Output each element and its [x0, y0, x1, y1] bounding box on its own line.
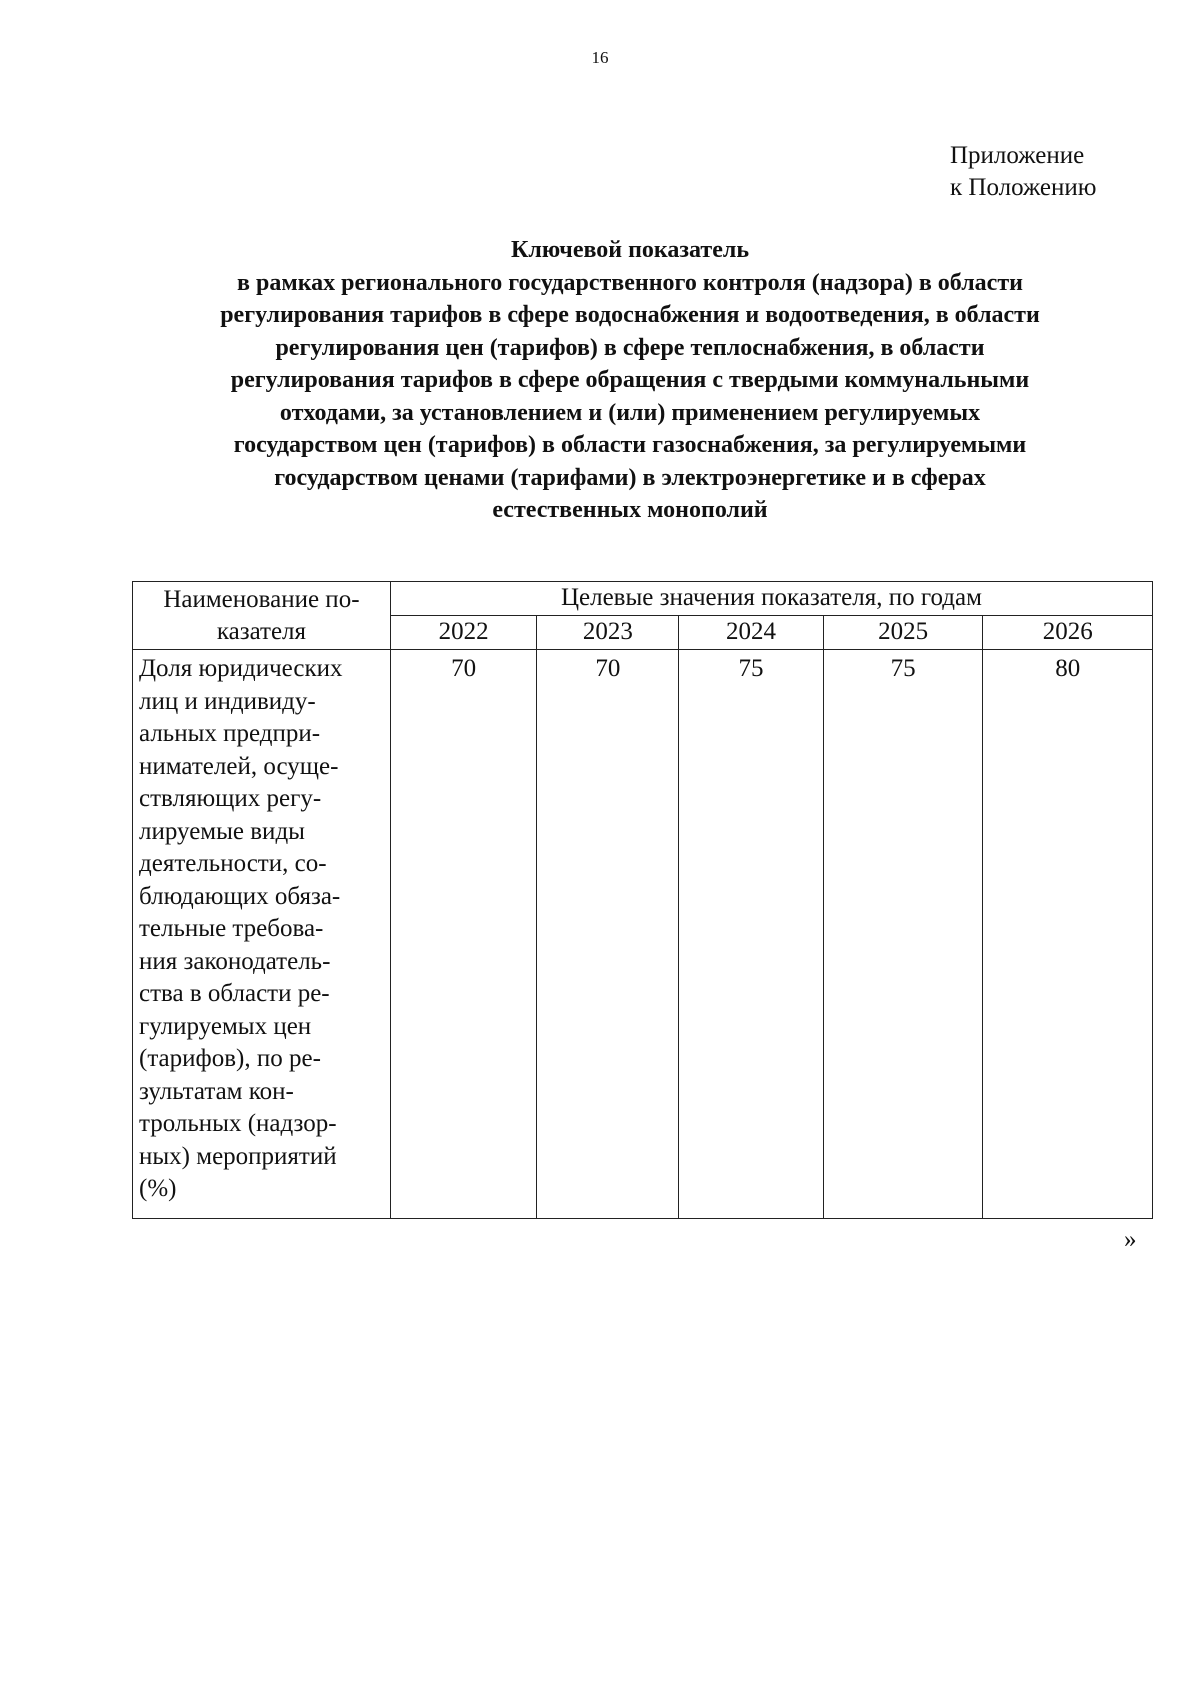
indicator-name-line: тельные требова- [139, 915, 324, 942]
table-row [133, 650, 1153, 1219]
year-header: 2022 [390, 616, 537, 650]
closing-quote: » [1124, 1226, 1137, 1253]
indicator-name-line: лируемые виды [139, 817, 305, 845]
indicator-name-line: ствляющих регу- [139, 785, 322, 812]
indicator-name-line: гулируемых цен [139, 1012, 312, 1040]
document-title [130, 234, 1130, 527]
header-text-line: казателя [216, 618, 307, 645]
indicator-name-line: лиц и индивиду- [139, 687, 316, 715]
table-header-row [133, 582, 1153, 616]
appendix-line-2: к Положению [950, 174, 1097, 201]
title-line: регулирования цен (тарифов) в сфере теплоснабжения, в области [275, 334, 985, 361]
indicator-name-line: трольных (надзор- [139, 1110, 337, 1137]
indicator-name-line: ства в области ре- [139, 980, 330, 1007]
title-line: отходами, за установлением и (или) применением регулируемых [279, 399, 981, 426]
year-header: 2025 [823, 616, 983, 650]
value-cell: 70 [390, 650, 537, 1219]
indicator-name-line: (тарифов), по ре- [139, 1045, 321, 1072]
indicator-name-line: ных) мероприятий [139, 1142, 337, 1170]
value-cell: 80 [983, 650, 1153, 1219]
title-line: естественных монополий [492, 497, 768, 523]
title-line: регулирования тарифов в сфере водоснабжения и водоотведения, в области [220, 302, 1040, 328]
title-line: государством ценами (тарифами) в электроэнергетике и в сферах [274, 464, 986, 491]
title-line: регулирования тарифов в сфере обращения с твердыми коммунальными [230, 367, 1030, 393]
value-cell: 70 [537, 650, 679, 1219]
target-values-header: Целевые значения показателя, по годам [390, 582, 1152, 616]
year-header: 2024 [679, 616, 824, 650]
year-header: 2026 [983, 616, 1153, 650]
indicator-name-line: ния законодатель- [139, 947, 331, 975]
indicator-name-line: (%) [139, 1175, 177, 1202]
indicator-name-line: альных предпри- [139, 720, 321, 747]
title-line: государством цен (тарифов) в области газоснабжения, за регулируемыми [233, 432, 1027, 458]
indicator-name-header [133, 582, 391, 650]
value-cell: 75 [679, 650, 824, 1219]
appendix-line-1: Приложение [950, 142, 1085, 169]
indicator-name-line: зультатам кон- [139, 1077, 294, 1105]
page-number: 16 [591, 48, 609, 67]
year-header: 2023 [537, 616, 679, 650]
value-cell: 75 [823, 650, 983, 1219]
indicator-name-line: блюдающих обяза- [139, 882, 341, 910]
title-line: в рамках регионального государственного контроля (надзора) в области [237, 269, 1023, 296]
appendix-label [950, 140, 1096, 204]
indicator-name-line: Доля юридических [139, 655, 343, 682]
title-line: Ключевой показатель [510, 237, 750, 263]
indicator-table [132, 581, 1153, 1219]
indicator-name-line: деятельности, со- [139, 850, 327, 877]
header-text-line: Наименование по- [163, 586, 360, 613]
indicator-name-line: нимателей, осуще- [139, 752, 339, 780]
indicator-name-cell [133, 650, 391, 1219]
